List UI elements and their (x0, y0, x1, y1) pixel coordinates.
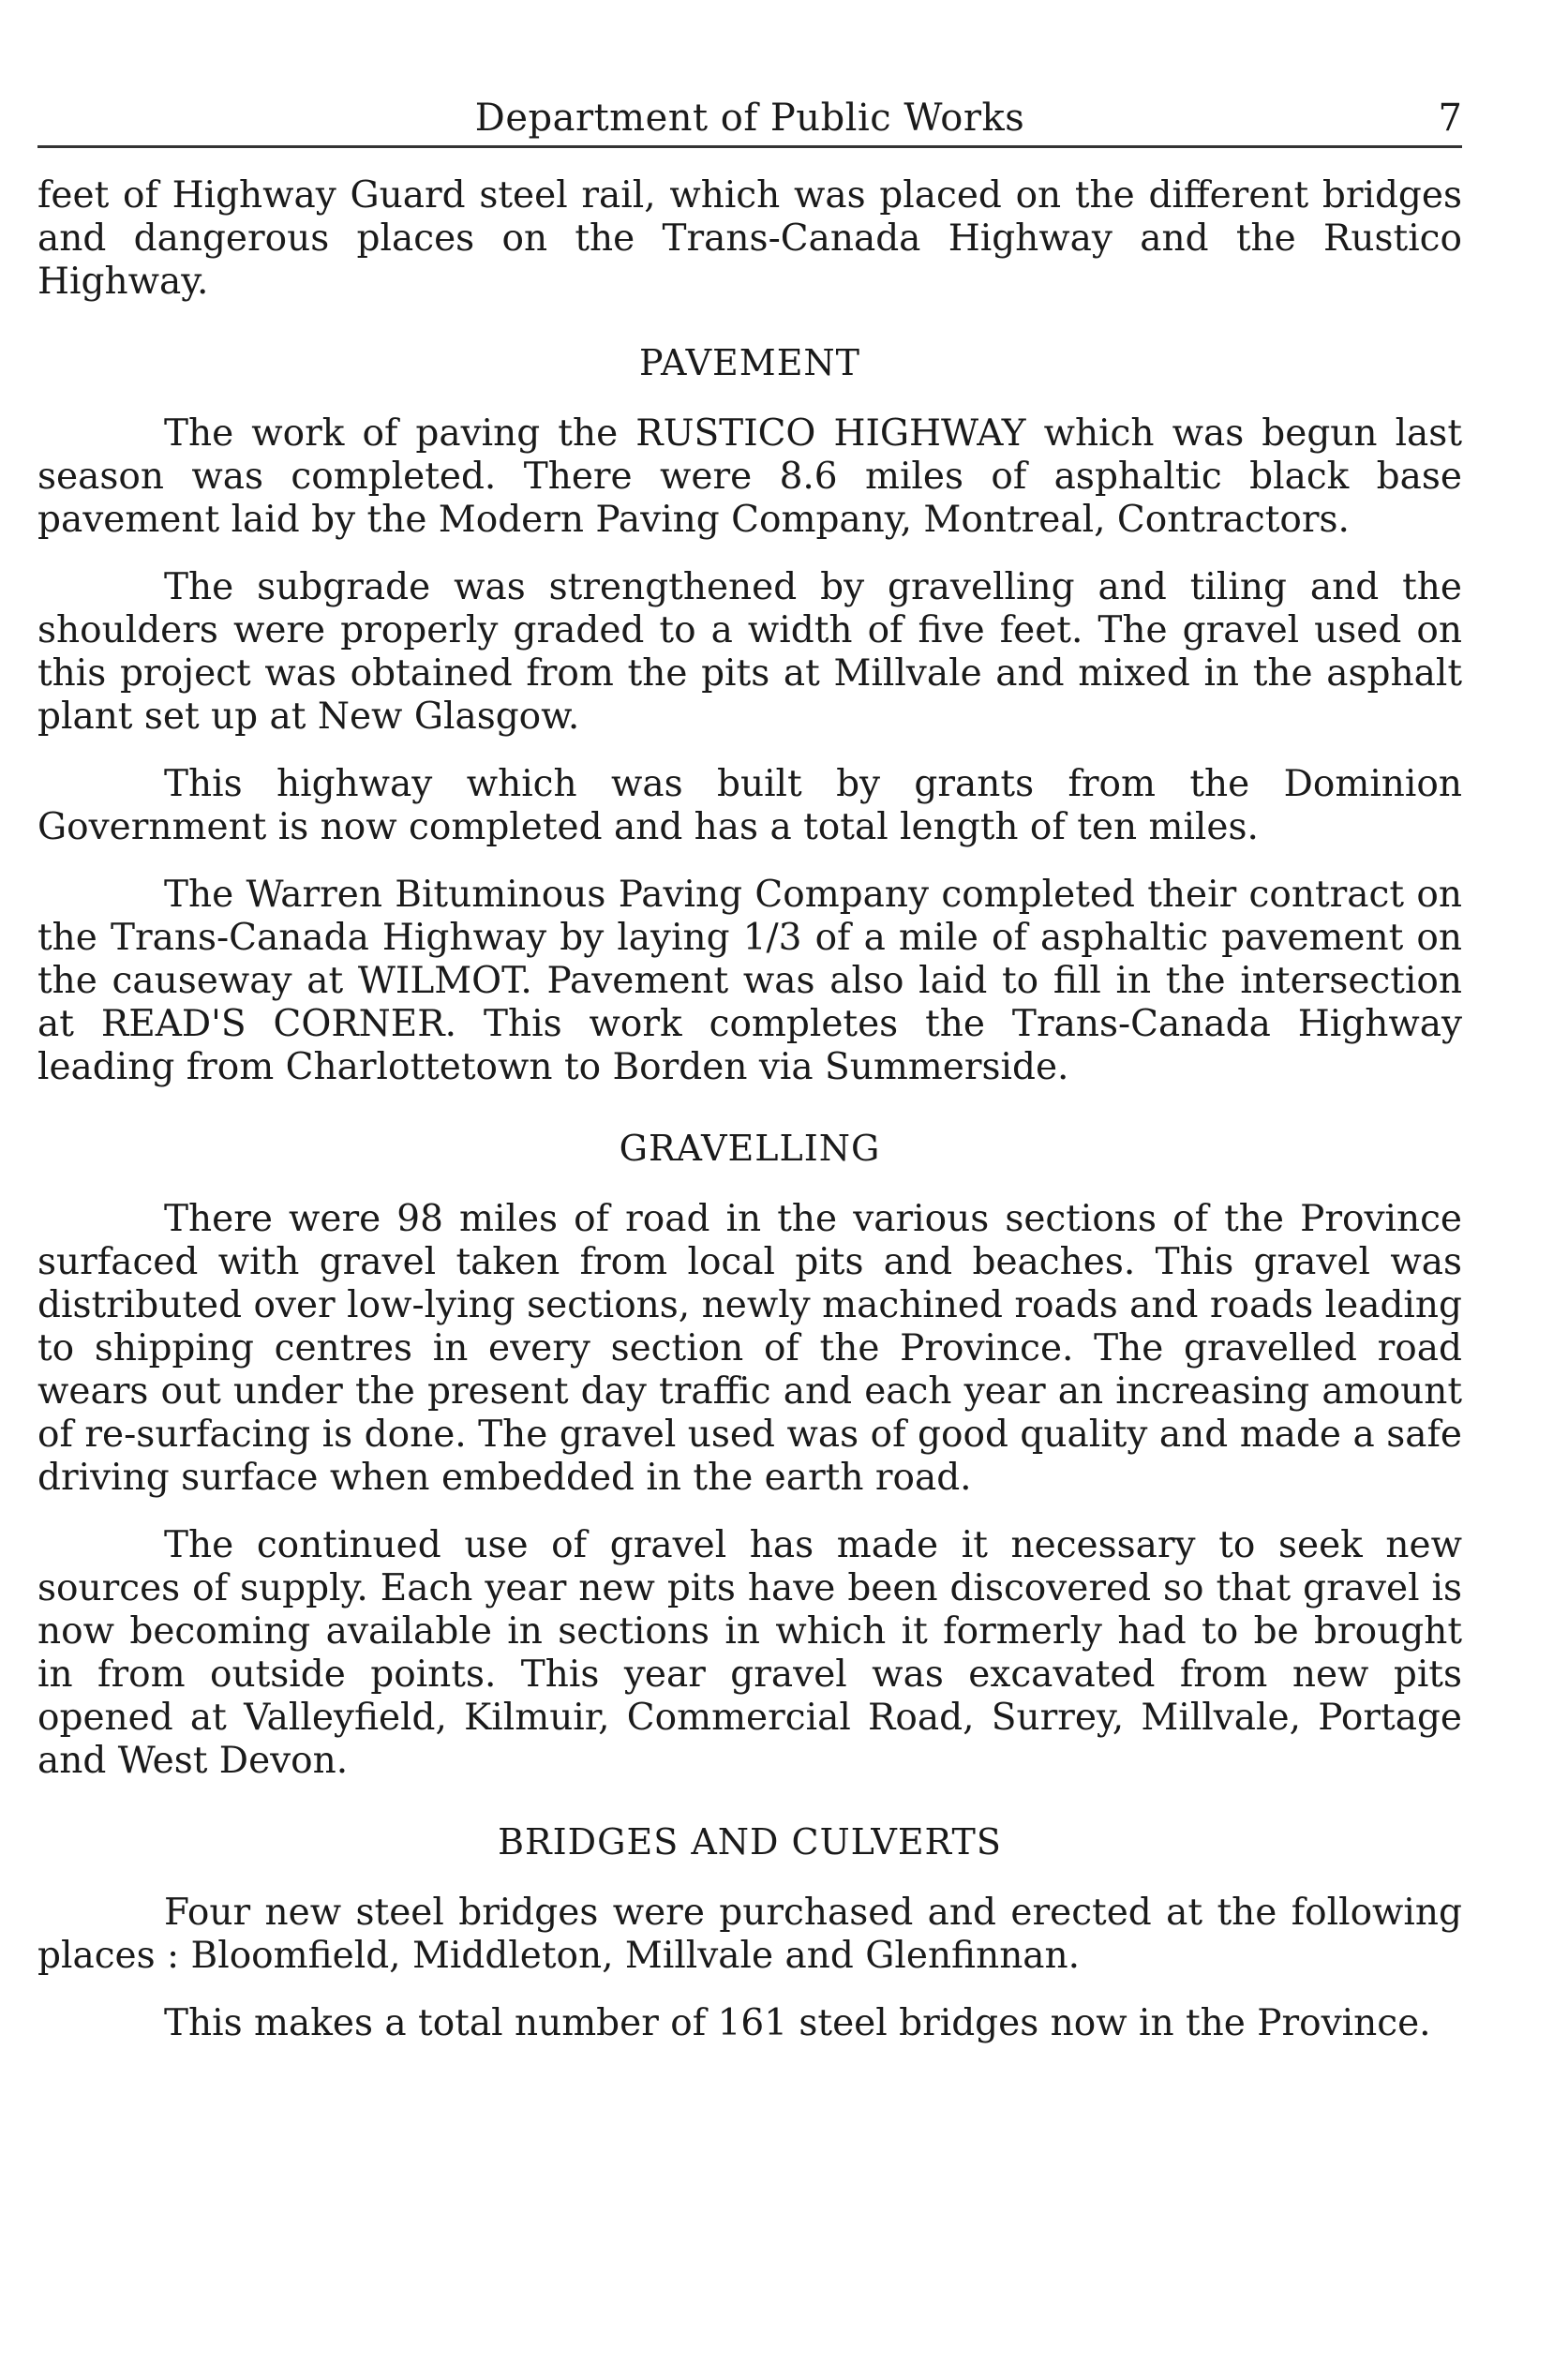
section-heading-gravelling: GRAVELLING (619, 1128, 881, 1169)
document-page (37, 89, 1462, 2045)
paragraph: The continued use of gravel has made it necessary to seek new sources of supply. Each year new pits have been discovered so that gravel is now becoming available in sections in which it formerly had to be brought in from outside points. This year gravel was excavated from new pits opened at Valleyfield, Kilmuir, Commercial Road, Surrey, Millvale, Portage and West Devon. (37, 1524, 1462, 1782)
running-head-title: Department of Public Works (474, 97, 1025, 140)
section-heading-pavement: PAVEMENT (638, 342, 861, 383)
intro-paragraph: feet of Highway Guard steel rail, which was placed on the different bridges and dangerous places on the Trans-Canada Highway and the Rustico Highway. (37, 174, 1462, 303)
section-bridges-and-culverts (37, 1820, 1462, 2045)
paragraph: There were 98 miles of road in the various sections of the Province surfaced with gravel taken from local pits and beaches. This gravel was distributed over low-lying sections, newly machined roads and roads leading to shipping centres in every section of the Province. The gravelled road wears out under the present day traffic and each year an increasing amount of re-surfacing is done. The gravel used was of good quality and made a safe driving surface when embedded in the earth road. (37, 1198, 1462, 1499)
paragraph: The subgrade was strengthened by gravelling and tiling and the shoulders were properly graded to a width of five feet. The gravel used on this project was obtained from the pits at Millvale and mixed in the asphalt plant set up at New Glasgow. (37, 566, 1462, 738)
page-number: 7 (1438, 97, 1462, 140)
paragraph: Four new steel bridges were purchased and erected at the following places : Bloomfield, Middleton, Millvale and Glenfinnan. (37, 1892, 1462, 1977)
paragraph: This makes a total number of 161 steel bridges now in the Province. (164, 2002, 1431, 2044)
paragraph: The work of paving the RUSTICO HIGHWAY which was begun last season was completed. There were 8.6 miles of asphaltic black base pavement laid by the Modern Paving Company, Montreal, Contractors. (37, 412, 1462, 541)
section-heading-bridges-and-culverts: BRIDGES AND CULVERTS (498, 1821, 1002, 1863)
paragraph: The Warren Bituminous Paving Company completed their contract on the Trans-Canada Highway by laying 1/3 of a mile of asphaltic pavement on the causeway at WILMOT. Pavement was also laid to fill in the intersection at READ'S CORNER. This work completes the Trans-Canada Highway leading from Charlottetown to Borden via Summerside. (37, 874, 1462, 1088)
page-header (37, 89, 1462, 148)
paragraph: This highway which was built by grants from the Dominion Government is now completed and has a total length of ten miles. (37, 763, 1462, 848)
section-pavement (37, 341, 1462, 1089)
section-gravelling (37, 1127, 1462, 1783)
